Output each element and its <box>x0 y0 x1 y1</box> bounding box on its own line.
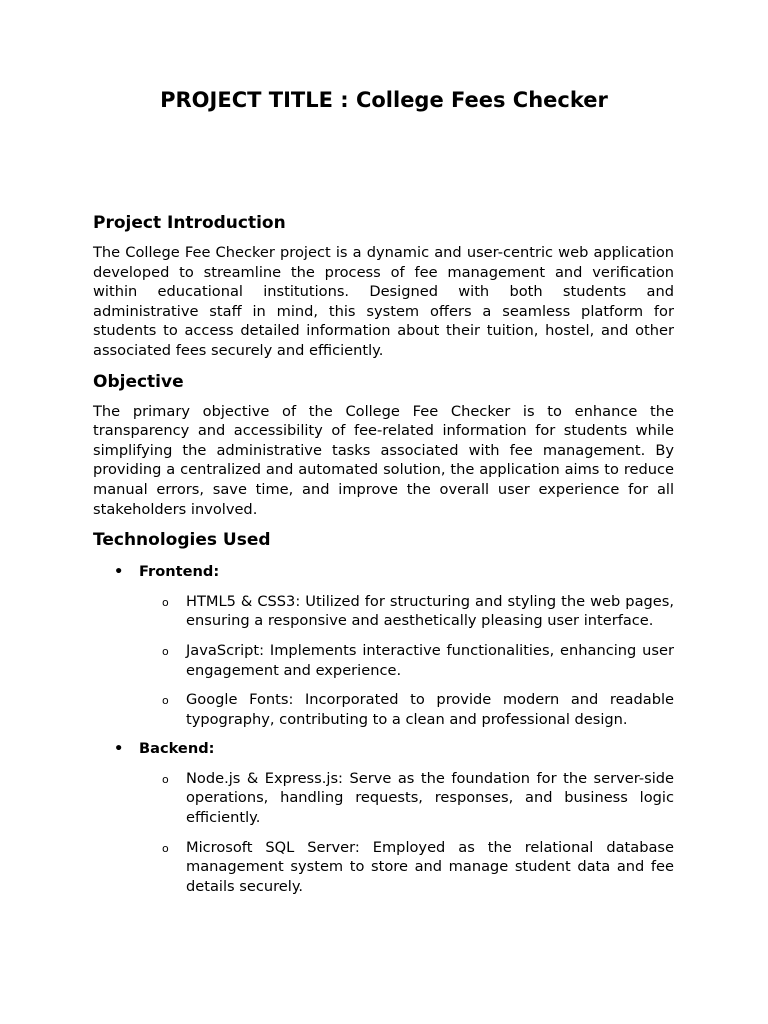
backend-sublist <box>93 769 674 897</box>
circle-bullet-icon: o <box>162 644 169 658</box>
list-item-text: Node.js & Express.js: Serve as the foundation for the server-side operations, handling requests, responses, and business logic efficiently. <box>186 769 674 827</box>
list-item <box>93 690 674 729</box>
list-item <box>93 838 674 897</box>
backend-label: Backend: <box>139 740 215 758</box>
introduction-paragraph: The College Fee Checker project is a dynamic and user-centric web application developed to streamline the process of fee management and verification within educational institutions. Designed with both students and administrative staff in mind, this system offers a seamless platform for students to access detailed information about their tuition, hostel, and other associated fees securely and efficiently. <box>93 244 674 359</box>
document-body <box>93 210 674 906</box>
technologies-heading: Technologies Used <box>93 530 271 551</box>
list-item-text: JavaScript: Implements interactive functionalities, enhancing user engagement and experience. <box>186 641 674 679</box>
list-item-text: Google Fonts: Incorporated to provide modern and readable typography, contributing to a clean and professional design. <box>186 691 674 728</box>
bullet-icon: • <box>114 563 124 581</box>
circle-bullet-icon: o <box>162 841 169 855</box>
list-item <box>93 641 674 680</box>
bullet-icon: • <box>114 740 124 758</box>
circle-bullet-icon: o <box>162 772 169 786</box>
introduction-heading: Project Introduction <box>93 213 286 233</box>
page-title: PROJECT TITLE : College Fees Checker <box>160 88 608 112</box>
list-item <box>93 769 674 828</box>
frontend-label: Frontend: <box>139 563 220 581</box>
circle-bullet-icon: o <box>162 694 169 708</box>
list-item-frontend <box>93 562 674 582</box>
objective-heading: Objective <box>93 371 184 392</box>
list-item-text: Microsoft SQL Server: Employed as the relational database management system to store and manage student data and fee details securely. <box>186 838 674 895</box>
list-item <box>93 592 674 631</box>
circle-bullet-icon: o <box>162 595 169 609</box>
objective-paragraph: The primary objective of the College Fee Checker is to enhance the transparency and accessibility of fee-related information for students while simplifying the administrative tasks associated with fee management. By providing a centralized and automated solution, the application aims to reduce manual errors, save time, and improve the overall user experience for all stakeholders involved. <box>93 402 674 518</box>
frontend-sublist <box>93 592 674 730</box>
list-item-backend <box>93 739 674 759</box>
list-item-text: HTML5 & CSS3: Utilized for structuring and styling the web pages, ensuring a responsive and aesthetically pleasing user interface. <box>186 592 674 630</box>
technologies-list <box>93 562 674 896</box>
